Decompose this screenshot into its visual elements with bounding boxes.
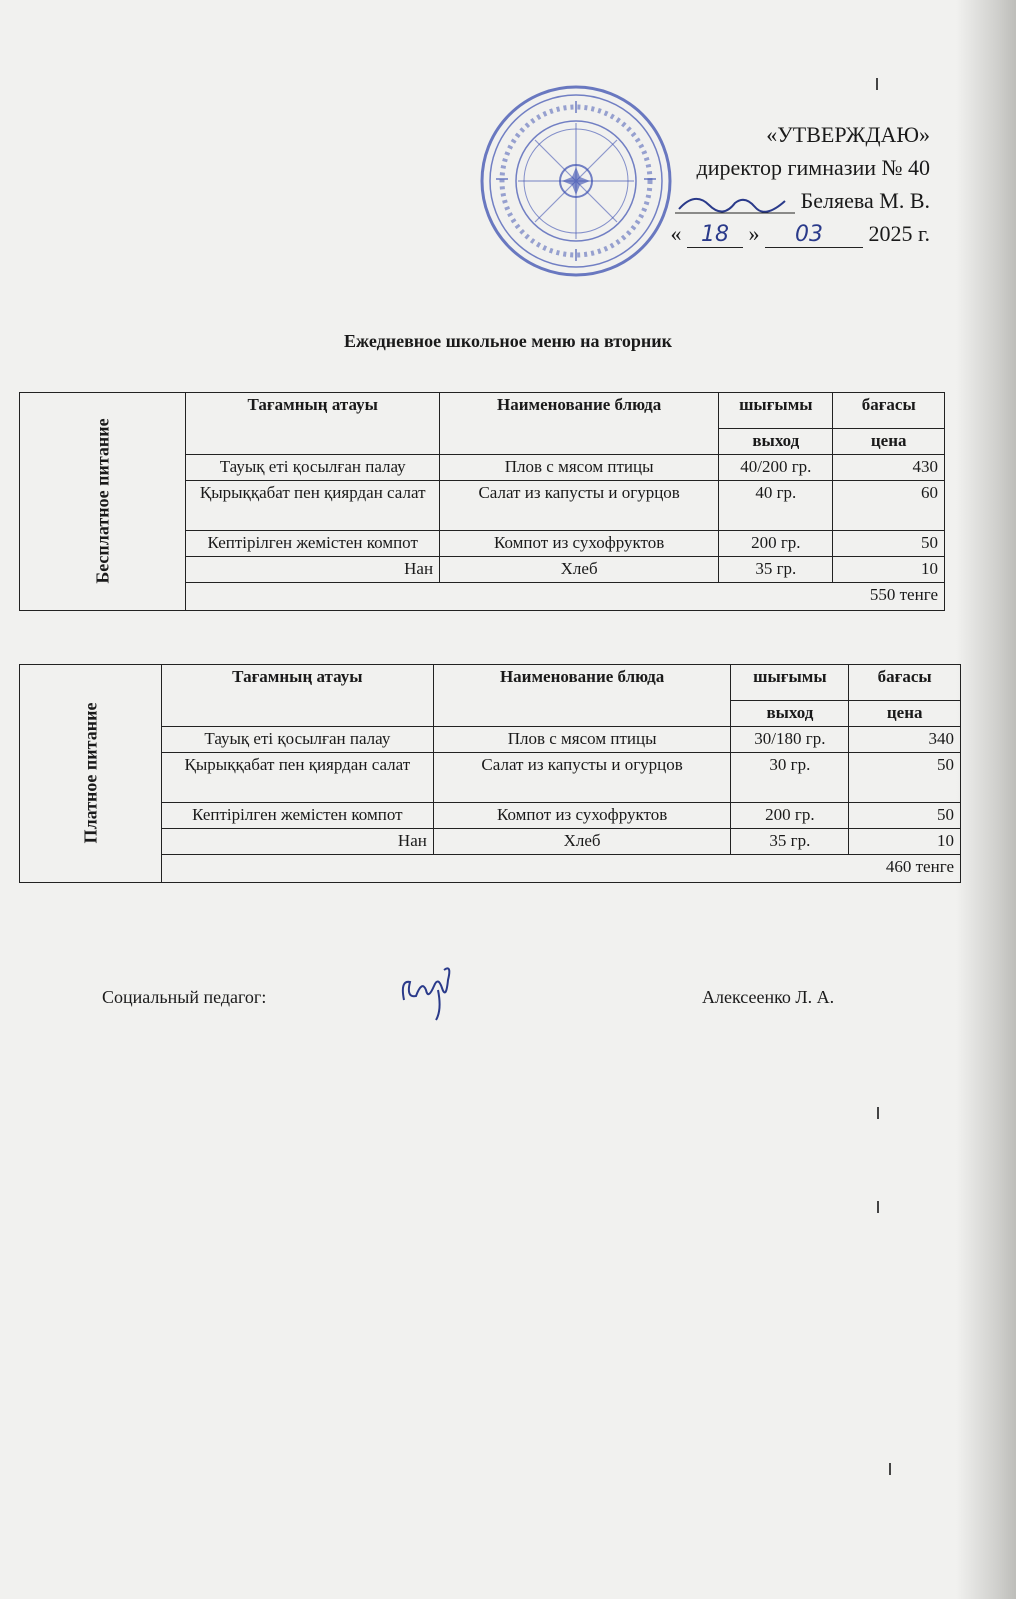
dish-name-ru: Плов с мясом птицы (433, 727, 731, 753)
dish-price: 60 (833, 481, 945, 531)
dish-name-kz: Тауық еті қосылған палау (186, 455, 440, 481)
scan-mark (877, 1107, 879, 1119)
dish-yield: 200 гр. (719, 531, 833, 557)
director-signature (675, 189, 795, 217)
footer-name: Алексеенко Л. А. (702, 987, 835, 1007)
dish-name-ru: Хлеб (433, 829, 731, 855)
header-name-ru: Наименование блюда (440, 393, 719, 455)
dish-name-ru: Компот из сухофруктов (433, 803, 731, 829)
dish-name-kz: Қырыққабат пен қиярдан салат (161, 753, 433, 803)
table-row (20, 803, 961, 829)
approval-heading: «УТВЕРЖДАЮ» (766, 122, 930, 147)
table-row (20, 829, 961, 855)
dish-price: 10 (833, 557, 945, 583)
dish-price: 50 (849, 803, 961, 829)
dish-name-ru: Компот из сухофруктов (440, 531, 719, 557)
header-yield-kz: шығымы (731, 665, 849, 701)
free-meals-side-label-cell (20, 393, 186, 611)
paid-meals-table (19, 664, 961, 883)
footer-role: Социальный педагог: (102, 987, 267, 1007)
dish-name-ru: Салат из капусты и огурцов (433, 753, 731, 803)
date-quote-open: « (670, 221, 682, 246)
dish-name-kz: Нан (161, 829, 433, 855)
dish-yield: 40 гр. (719, 481, 833, 531)
header-yield-ru: выход (731, 701, 849, 727)
header-name-ru: Наименование блюда (433, 665, 731, 727)
free-meals-side-label: Бесплатное питание (92, 418, 113, 584)
dish-yield: 35 гр. (731, 829, 849, 855)
header-price-kz: бағасы (849, 665, 961, 701)
dish-yield: 200 гр. (731, 803, 849, 829)
header-name-kz: Тағамның атауы (161, 665, 433, 727)
scan-mark (889, 1463, 891, 1475)
dish-yield: 30 гр. (731, 753, 849, 803)
free-meals-table (19, 392, 945, 611)
header-yield-kz: шығымы (719, 393, 833, 429)
approval-position: директор гимназии № 40 (696, 155, 930, 180)
approval-signature-line (560, 184, 930, 217)
dish-price: 50 (833, 531, 945, 557)
date-quote-close: » (748, 221, 760, 246)
dish-name-kz: Кептірілген жемістен компот (161, 803, 433, 829)
social-pedagog-signature (398, 960, 458, 1024)
approval-block (560, 118, 930, 251)
paid-meals-total: 460 тенге (161, 855, 960, 883)
paid-meals-side-label: Платное питание (80, 702, 101, 844)
dish-name-kz: Кептірілген жемістен компот (186, 531, 440, 557)
scan-mark (877, 1201, 879, 1213)
dish-name-kz: Тауық еті қосылған палау (161, 727, 433, 753)
header-yield-ru: выход (719, 429, 833, 455)
dish-yield: 30/180 гр. (731, 727, 849, 753)
dish-yield: 35 гр. (719, 557, 833, 583)
page-title: Ежедневное школьное меню на вторник (344, 331, 672, 351)
dish-price: 50 (849, 753, 961, 803)
free-meals-total: 550 тенге (186, 583, 945, 611)
dish-yield: 40/200 гр. (719, 455, 833, 481)
dish-name-kz: Нан (186, 557, 440, 583)
page-edge-shadow (956, 0, 1016, 1599)
scan-mark (876, 78, 878, 90)
header-price-ru: цена (833, 429, 945, 455)
dish-name-kz: Қырыққабат пен қиярдан салат (186, 481, 440, 531)
paid-meals-side-label-cell (20, 665, 162, 883)
date-year: 2025 г. (868, 221, 930, 246)
header-price-ru: цена (849, 701, 961, 727)
approval-name: Беляева М. В. (800, 188, 930, 213)
dish-name-ru: Плов с мясом птицы (440, 455, 719, 481)
dish-price: 430 (833, 455, 945, 481)
dish-name-ru: Салат из капусты и огурцов (440, 481, 719, 531)
dish-name-ru: Хлеб (440, 557, 719, 583)
dish-price: 10 (849, 829, 961, 855)
date-month: 03 (765, 222, 863, 248)
table-row (20, 727, 961, 753)
header-price-kz: бағасы (833, 393, 945, 429)
header-name-kz: Тағамның атауы (186, 393, 440, 455)
date-day: 18 (687, 222, 743, 248)
dish-price: 340 (849, 727, 961, 753)
approval-date (670, 217, 930, 251)
